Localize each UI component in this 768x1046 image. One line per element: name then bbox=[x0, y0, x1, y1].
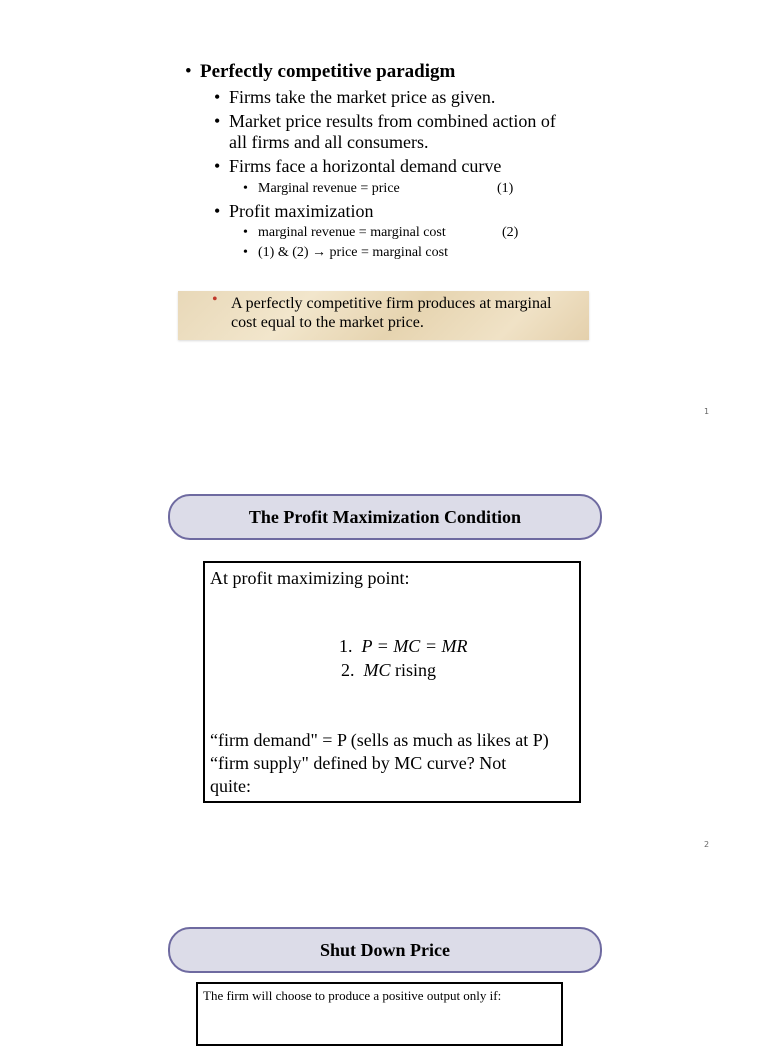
slide-title-banner bbox=[168, 927, 602, 973]
callout-bullet: • bbox=[212, 291, 218, 308]
page-number: 2 bbox=[704, 840, 710, 849]
slide-title-banner bbox=[168, 494, 602, 540]
definition-line: “firm supply" defined by MC curve? Not bbox=[210, 753, 507, 773]
sub-bullet: • bbox=[243, 181, 248, 196]
item-number: 1. bbox=[339, 636, 353, 656]
condition-item-1 bbox=[339, 636, 467, 657]
bullet: • bbox=[214, 156, 221, 176]
equation-tag: (2) bbox=[502, 225, 519, 240]
bullet-point-continuation: all firms and all consumers. bbox=[229, 132, 429, 152]
item-text: rising bbox=[390, 660, 437, 680]
slide-1 bbox=[0, 0, 768, 430]
bullet-point: Firms face a horizontal demand curve bbox=[229, 156, 502, 176]
bullet: • bbox=[214, 87, 221, 107]
sub-bullet: • bbox=[243, 245, 248, 260]
sub-point: Marginal revenue = price bbox=[258, 181, 400, 196]
bullet-point: Market price results from combined action of bbox=[229, 111, 556, 131]
sub-bullet: • bbox=[243, 225, 248, 240]
callout-line: cost equal to the market price. bbox=[231, 314, 424, 331]
bullet-point: Firms take the market price as given. bbox=[229, 87, 496, 107]
slide-title: The Profit Maximization Condition bbox=[248, 506, 522, 527]
definition-line: quite: bbox=[210, 776, 251, 796]
item-number: 2. bbox=[341, 660, 355, 680]
bullet-point: Profit maximization bbox=[229, 201, 374, 221]
condition-item-2 bbox=[341, 660, 436, 681]
bullet: • bbox=[214, 201, 221, 221]
bullet: • bbox=[185, 61, 192, 82]
definition-line: “firm demand" = P (sells as much as likes at P) bbox=[210, 730, 549, 750]
intro-text: At profit maximizing point: bbox=[210, 568, 410, 588]
callout-box bbox=[178, 291, 589, 340]
callout-line: A perfectly competitive firm produces at marginal bbox=[231, 295, 552, 312]
callout-text bbox=[231, 294, 581, 332]
item-formula: P = MC = MR bbox=[361, 636, 468, 656]
equation-tag: (1) bbox=[497, 181, 514, 196]
slide-title: Shut Down Price bbox=[320, 939, 450, 960]
sub-point: marginal revenue = marginal cost bbox=[258, 225, 446, 240]
content-box bbox=[203, 561, 581, 803]
item-variable: MC bbox=[363, 660, 391, 680]
sub-point: (1) & (2) → price = marginal cost bbox=[258, 245, 448, 260]
content-box bbox=[196, 982, 563, 1046]
body-text: The firm will choose to produce a positive output only if: bbox=[203, 988, 502, 1003]
bullet: • bbox=[214, 111, 221, 131]
page-number: 1 bbox=[704, 407, 710, 416]
slide-heading: Perfectly competitive paradigm bbox=[200, 61, 456, 82]
